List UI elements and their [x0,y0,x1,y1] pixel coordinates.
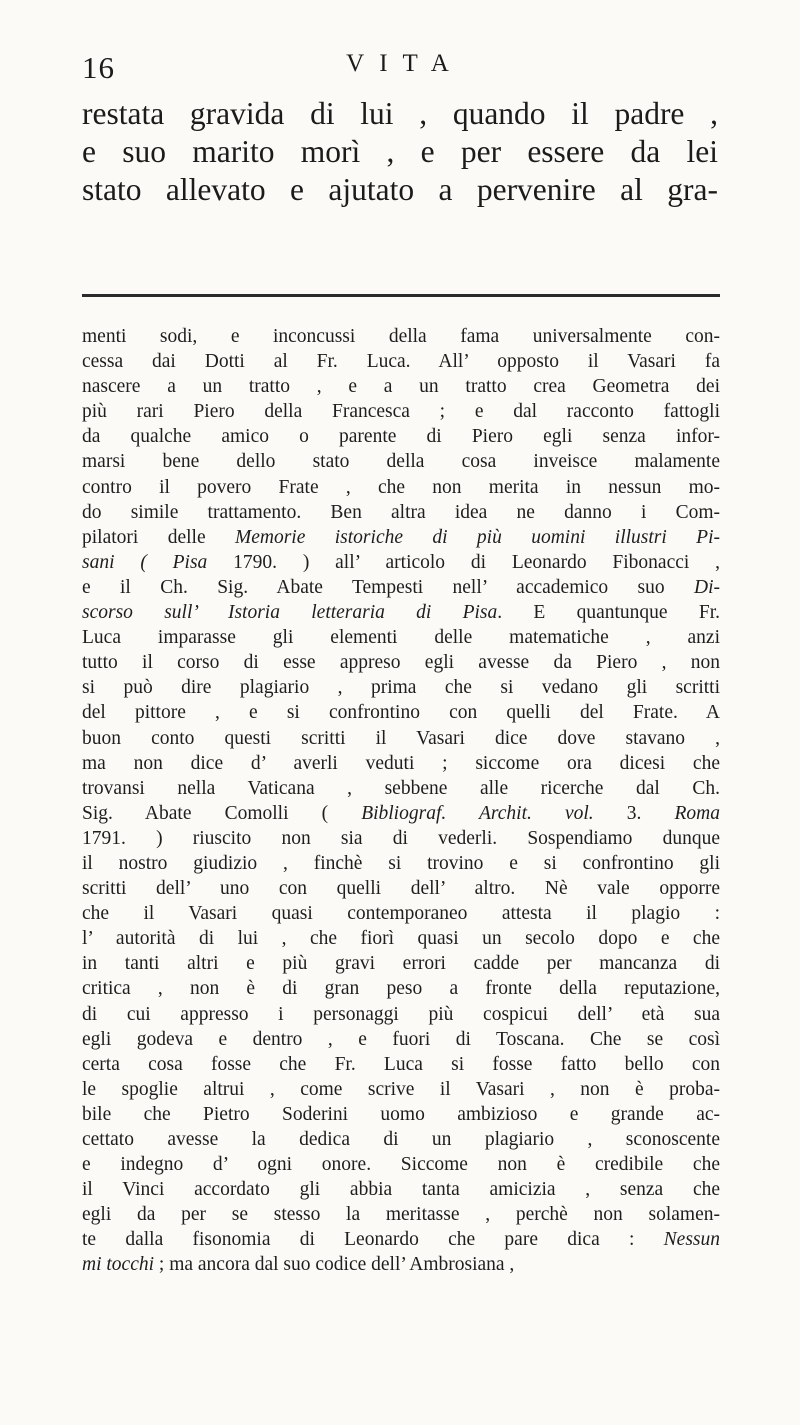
footnote-text-run: . E quantunque Fr. [497,602,720,624]
footnote-line [82,475,720,500]
footnote-line [82,901,720,926]
footnote-text-run: e indegno d’ ogni onore. Siccome non è credibile che [82,1154,720,1176]
footnote-italic-run: Memorie istoriche di più uomini illustri Pi- [234,526,720,548]
footnote-text-run: scritti dell’ uno con quelli dell’ altro. Nè vale opporre [82,878,720,900]
footnote-text-run: pilatori delle [82,526,235,548]
footnote-line [82,1202,720,1227]
footnote-text-run: 1791. ) riuscito non sia di vederli. Sospendiamo dunque [82,827,720,849]
footnote-text-run: bile che Pietro Soderini uomo ambizioso e grande ac- [82,1103,720,1125]
footnote-line [82,776,720,801]
footnote-line [82,826,720,851]
footnote-text-run: le spoglie altrui , come scrive il Vasari , non è proba- [82,1078,720,1100]
footnote-line [82,1177,720,1202]
footnote-line [82,1127,720,1152]
footnote-text-run: menti sodi, e inconcussi della fama universalmente con- [82,326,720,347]
footnote-line [82,550,720,575]
footnote-line [82,751,720,776]
footnote-line [82,650,720,675]
footnote-line [82,349,720,374]
footnote-text-run: l’ autorità di lui , che fiorì quasi un secolo dopo e che [82,928,720,950]
footnote-text-run: il nostro giudizio , finchè si trovino e si confrontino gli [82,852,720,874]
footnote-text-run: da qualche amico o parente di Piero egli senza infor- [82,426,720,448]
footnote-line [82,575,720,600]
footnote-line [82,1052,720,1077]
footnote-text-run: cettato avesse la dedica di un plagiario , sconoscente [82,1129,720,1150]
footnote-text-run: nascere a un tratto , e a un tratto crea Geometra dei [82,376,720,398]
footnote-text-run: cessa dai Dotti al Fr. Luca. All’ opposto il Vasari fa [82,351,720,373]
main-text-line: stato allevato e ajutato a pervenire al gra- [82,172,718,207]
footnote-line [82,1252,720,1277]
footnote-text-run: do simile trattamento. Ben altra idea ne danno i Com- [82,501,720,523]
footnote-text-run: egli da per se stesso la meritasse , perchè non solamen- [82,1204,720,1226]
footnote-line [82,1027,720,1052]
footnote-line [82,600,720,625]
footnote-text-run: più rari Piero della Francesca ; e dal racconto fattogli [82,401,720,423]
footnote-text-run: tutto il corso di esse appreso egli avesse da Piero , non [82,652,720,674]
page-header [82,50,718,90]
footnote-text-run: di cui appresso i personaggi più cospicui dell’ età sua [82,1003,720,1025]
main-text-block [82,95,718,209]
footnote-italic-run: sani ( Pisa [82,551,208,573]
footnote-line [82,726,720,751]
footnote-text-run: ; ma ancora dal suo codice dell’ Ambrosiana , [154,1254,515,1276]
footnote-line [82,525,720,550]
footnote-line [82,1002,720,1027]
footnote-italic-run: Di- [694,576,720,598]
footnote-line [82,926,720,951]
footnote-italic-run: mi tocchi [82,1254,155,1276]
footnote-text-run: contro il povero Frate , che non merita in nessun mo- [82,476,720,498]
footnote-text-run: certa cosa fosse che Fr. Luca si fosse fatto bello con [82,1053,720,1075]
main-text-line: restata gravida di lui , quando il padre , [82,96,718,131]
footnote-line [82,876,720,901]
footnote-line [82,851,720,876]
footnote-text-run: che il Vasari quasi contemporaneo attesta il plagio : [82,903,720,925]
footnote-text-run: in tanti altri e più gravi errori cadde per mancanza di [82,953,720,975]
footnote-text-run: si può dire plagiario , prima che si vedano gli scritti [82,677,720,699]
footnote-line [82,424,720,449]
footnote-line [82,1102,720,1127]
footnote-text-run: egli godeva e dentro , e fuori di Toscana. Che se così [82,1028,720,1050]
footnote-text-run: buon conto questi scritti il Vasari dice dove stavano , [82,727,720,749]
footnote-text-run: trovansi nella Vaticana , sebbene alle ricerche dal Ch. [82,777,720,799]
footnote-line [82,951,720,976]
footnote-text-run: ma non dice d’ averli veduti ; siccome ora dicesi che [82,752,720,774]
footnote-line [82,801,720,826]
footnote-line [82,1152,720,1177]
footnote-text-run: te dalla fisonomia di Leonardo che pare dica : [82,1229,664,1251]
main-text-line: e suo marito morì , e per essere da lei [82,134,718,169]
footnote-block [82,324,720,1278]
footnote-italic-run: Roma [674,802,720,824]
footnote-divider [82,294,720,297]
footnote-text-run: Sig. Abate Comolli ( [82,802,362,824]
footnote-italic-run: scorso sull’ Istoria letteraria di Pisa [82,602,498,624]
footnote-text-run: il Vinci accordato gli abbia tanta amicizia , senza che [82,1179,720,1201]
page-number: 16 [82,50,115,85]
footnote-italic-run: Nessun [663,1229,720,1251]
footnote-text-run: 3. [593,802,675,824]
footnote-line [82,1077,720,1102]
footnote-line [82,399,720,424]
footnote-text-run: marsi bene dello stato della cosa inveisce malamente [82,451,720,473]
running-head: VITA [346,50,464,77]
footnote-line [82,675,720,700]
footnote-text-run: del pittore , e si confrontino con quelli del Frate. A [82,702,720,724]
footnote-line [82,625,720,650]
footnote-italic-run: Bibliograf. Archit. vol. [361,802,594,824]
footnote-text-run: critica , non è di gran peso a fronte della reputazione, [82,978,720,1000]
footnote-text-run: Luca imparasse gli elementi delle matematiche , anzi [82,627,720,649]
footnote-line [82,500,720,525]
footnote-text-run: e il Ch. Sig. Abate Tempesti nell’ accademico suo [82,576,694,598]
footnote-line [82,976,720,1001]
footnote-text-run: 1790. ) all’ articolo di Leonardo Fibonacci , [207,551,720,573]
footnote-line [82,324,720,349]
footnote-line [82,374,720,399]
footnote-line [82,449,720,474]
footnote-line [82,700,720,725]
footnote-line [82,1227,720,1252]
